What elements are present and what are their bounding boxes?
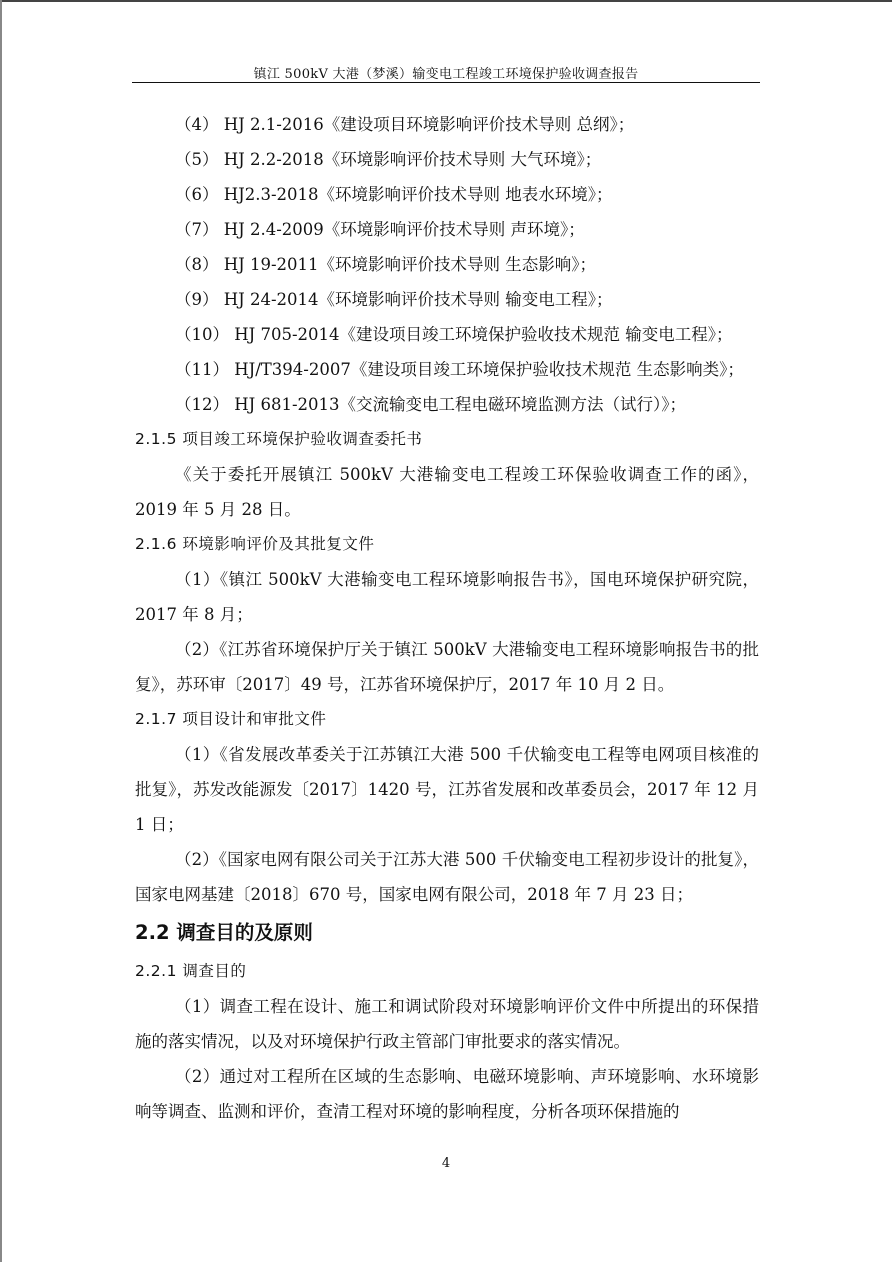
reference-item: （9） HJ 24-2014《环境影响评价技术导则 输变电工程》； [175,290,613,309]
page-number: 4 [441,1156,451,1171]
reference-item: （4） HJ 2.1-2016《建设项目环境影响评价技术导则 总纲》； [175,115,635,134]
section-heading-2-1-5: 2.1.5 项目竣工环境保护验收调查委托书 [135,430,423,448]
section-heading-2-2: 2.2 调查目的及原则 [135,921,313,944]
reference-item: （11） HJ/T394-2007《建设项目竣工环境保护验收技术规范 生态影响类》； [175,360,744,379]
section-heading-2-1-6: 2.1.6 环境影响评价及其批复文件 [135,535,375,553]
running-header: 镇江 500kV 大港（梦溪）输变电工程竣工环境保护验收调查报告 [253,67,639,82]
header-rule [132,82,760,83]
page-body [135,107,759,1129]
page-top-border [0,0,892,2]
section-2-1-5-paragraph: 《关于委托开展镇江 500kV 大港输变电工程竣工环保验收调查工作的函》，2019 年 5 月 28 日。 [135,465,759,519]
section-2-1-6-item: （1）《镇江 500kV 大港输变电工程环境影响报告书》，国电环境保护研究院，2017 年 8 月； [135,570,759,624]
section-heading-2-2-1: 2.2.1 调查目的 [135,962,247,980]
section-2-1-7-item: （2）《国家电网有限公司关于江苏大港 500 千伏输变电工程初步设计的批复》，国家电网基建〔2018〕670 号，国家电网有限公司，2018 年 7 月 23 日； [135,850,759,904]
section-heading-2-1-7: 2.1.7 项目设计和审批文件 [135,710,327,728]
section-2-1-7-item: （1）《省发展改革委关于江苏镇江大港 500 千伏输变电工程等电网项目核准的批复》，苏发改能源发〔2017〕1420 号，江苏省发展和改革委员会，2017 年 12 月 1 日； [135,745,759,834]
reference-item: （8） HJ 19-2011《环境影响评价技术导则 生态影响》； [175,255,597,274]
section-2-2-1-item: （1）调查工程在设计、施工和调试阶段对环境影响评价文件中所提出的环保措施的落实情况，以及对环境保护行政主管部门审批要求的落实情况。 [135,997,759,1051]
reference-item: （12） HJ 681-2013《交流输变电工程电磁环境监测方法（试行）》； [175,395,687,414]
reference-item: （10） HJ 705-2014《建设项目竣工环境保护验收技术规范 输变电工程》； [175,325,733,344]
section-2-1-6-item: （2）《江苏省环境保护厅关于镇江 500kV 大港输变电工程环境影响报告书的批复》，苏环审〔2017〕49 号，江苏省环境保护厅，2017 年 10 月 2 日。 [135,640,759,694]
reference-item: （5） HJ 2.2-2018《环境影响评价技术导则 大气环境》； [175,150,602,169]
section-2-2-1-item: （2）通过对工程所在区域的生态影响、电磁环境影响、声环境影响、水环境影响等调查、监测和评价，查清工程对环境的影响程度，分析各项环保措施的 [135,1067,759,1121]
page-left-border [0,0,2,1262]
reference-item: （6） HJ2.3-2018《环境影响评价技术导则 地表水环境》； [175,185,613,204]
reference-item: （7） HJ 2.4-2009《环境影响评价技术导则 声环境》； [175,220,585,239]
